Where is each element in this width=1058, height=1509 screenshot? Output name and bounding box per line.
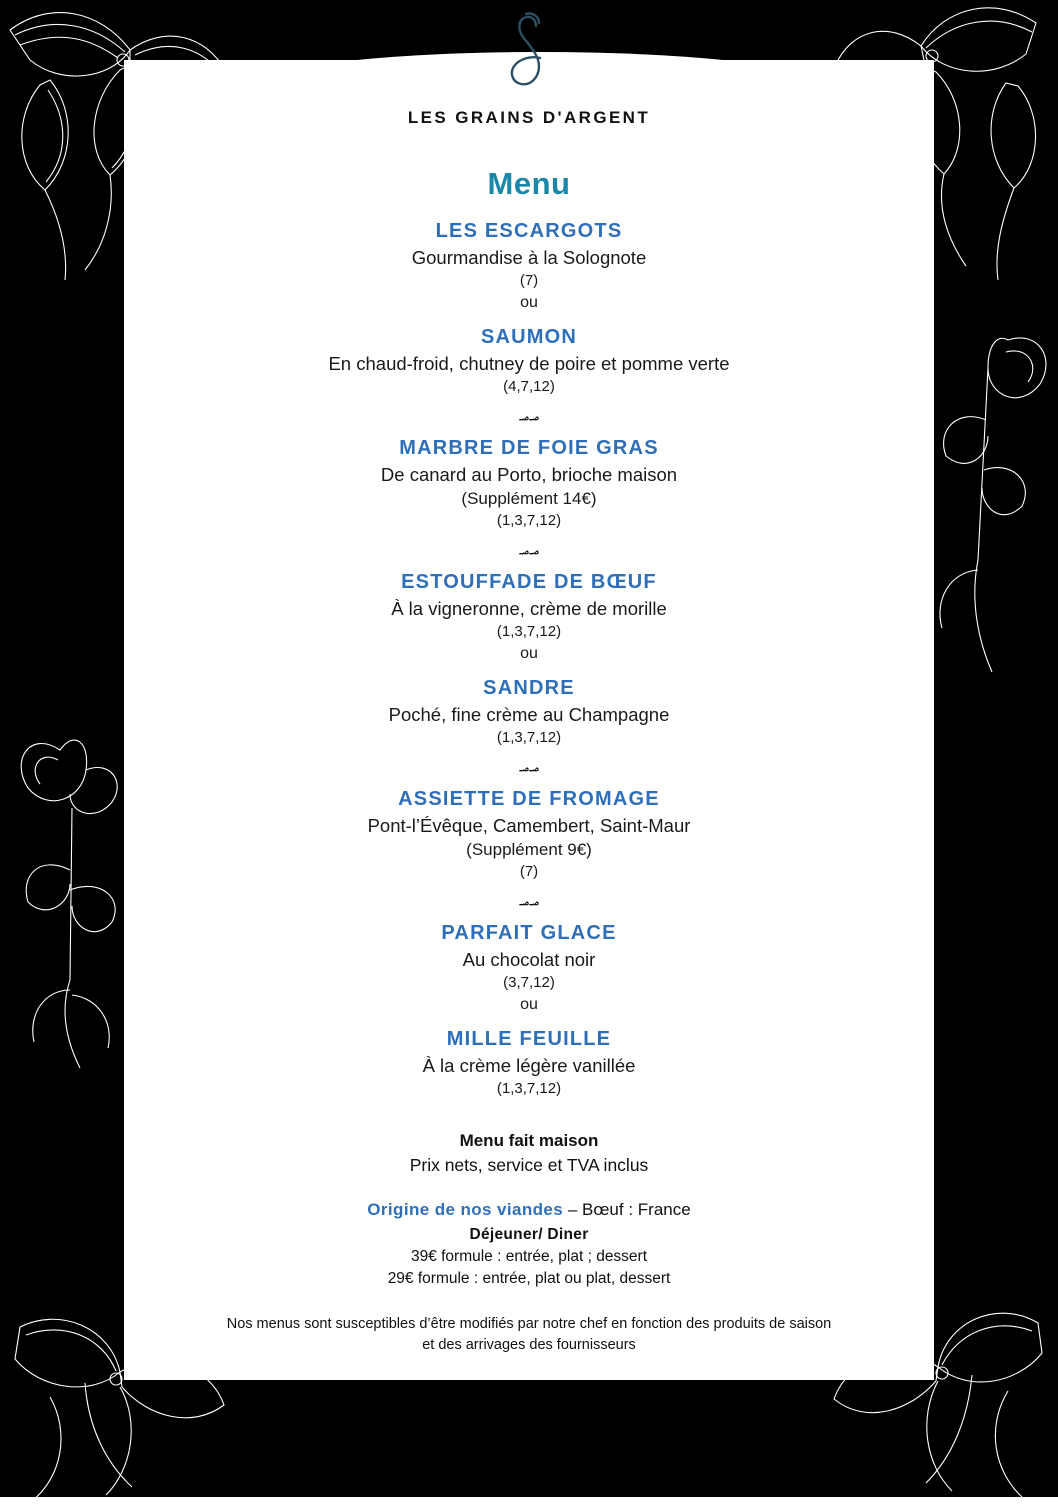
course-description: En chaud-froid, chutney de poire et pomme verte bbox=[328, 353, 730, 374]
logo-ampersand-icon bbox=[124, 12, 934, 99]
course-name: ASSIETTE DE FROMAGE bbox=[398, 788, 660, 810]
course-name: SAUMON bbox=[480, 326, 578, 348]
menu-footer bbox=[124, 1131, 934, 1356]
service-times: Déjeuner/ Diner bbox=[469, 1226, 589, 1243]
course-supplement: (Supplément 9€) bbox=[466, 840, 592, 859]
menu-disclaimer bbox=[124, 1314, 934, 1356]
disclaimer-line-2: et des arrivages des fournisseurs bbox=[422, 1337, 636, 1354]
course-allergens: (1,3,7,12) bbox=[496, 729, 562, 746]
disclaimer-line-1: Nos menus sont susceptibles d’être modifiés par notre chef en fonction des produits de saison bbox=[226, 1316, 832, 1332]
course-description: Gourmandise à la Solognote bbox=[411, 247, 647, 268]
section-divider-ornament: ؃؃ bbox=[519, 888, 539, 907]
menu-body bbox=[124, 220, 934, 1097]
course-allergens: (1,3,7,12) bbox=[496, 512, 562, 529]
course-name: MILLE FEUILLE bbox=[446, 1028, 612, 1050]
course-description: Poché, fine crème au Champagne bbox=[388, 704, 670, 725]
menu-section bbox=[124, 437, 934, 529]
formula-option-2: 29€ formule : entrée, plat ou plat, dessert bbox=[387, 1270, 671, 1287]
page-title: Menu bbox=[487, 166, 571, 201]
course-allergens: (3,7,12) bbox=[503, 974, 555, 991]
course-description: Pont-l’Évêque, Camembert, Saint-Maur bbox=[367, 815, 691, 836]
section-divider-ornament: ؃؃ bbox=[519, 403, 539, 422]
menu-sheet bbox=[124, 60, 934, 1380]
meat-origin-label: Origine de nos viandes bbox=[367, 1200, 564, 1219]
menu-section bbox=[124, 788, 934, 880]
course-allergens: (1,3,7,12) bbox=[496, 1080, 562, 1097]
brand-name: LES GRAINS D'ARGENT bbox=[407, 108, 651, 127]
course-allergens: (7) bbox=[519, 863, 539, 880]
course-connector: ou bbox=[520, 996, 538, 1013]
meat-origin bbox=[124, 1200, 934, 1220]
menu-section bbox=[124, 922, 934, 1097]
course-name: MARBRE DE FOIE GRAS bbox=[399, 437, 659, 459]
course-description: À la vigneronne, crème de morille bbox=[391, 598, 667, 619]
course-connector: ou bbox=[520, 645, 538, 662]
formula-option-1: 39€ formule : entrée, plat ; dessert bbox=[410, 1248, 648, 1265]
course-description: À la crème légère vanillée bbox=[422, 1055, 636, 1076]
course-name: SANDRE bbox=[483, 677, 575, 699]
prices-note: Prix nets, service et TVA inclus bbox=[409, 1155, 649, 1175]
menu-section bbox=[124, 220, 934, 395]
meat-origin-value: – Bœuf : France bbox=[567, 1200, 691, 1219]
course-connector: ou bbox=[520, 294, 538, 311]
section-divider-ornament: ؃؃ bbox=[519, 537, 539, 556]
course-name: LES ESCARGOTS bbox=[435, 220, 623, 242]
course-allergens: (4,7,12) bbox=[503, 378, 555, 395]
menu-section bbox=[124, 571, 934, 746]
course-allergens: (7) bbox=[519, 272, 539, 289]
course-allergens: (1,3,7,12) bbox=[496, 623, 562, 640]
section-divider-ornament: ؃؃ bbox=[519, 754, 539, 773]
course-name: ESTOUFFADE DE BŒUF bbox=[401, 571, 657, 593]
course-description: Au chocolat noir bbox=[462, 949, 596, 970]
course-name: PARFAIT GLACE bbox=[441, 922, 617, 944]
homemade-note: Menu fait maison bbox=[459, 1131, 599, 1150]
course-supplement: (Supplément 14€) bbox=[461, 489, 597, 508]
course-description: De canard au Porto, brioche maison bbox=[380, 464, 678, 485]
